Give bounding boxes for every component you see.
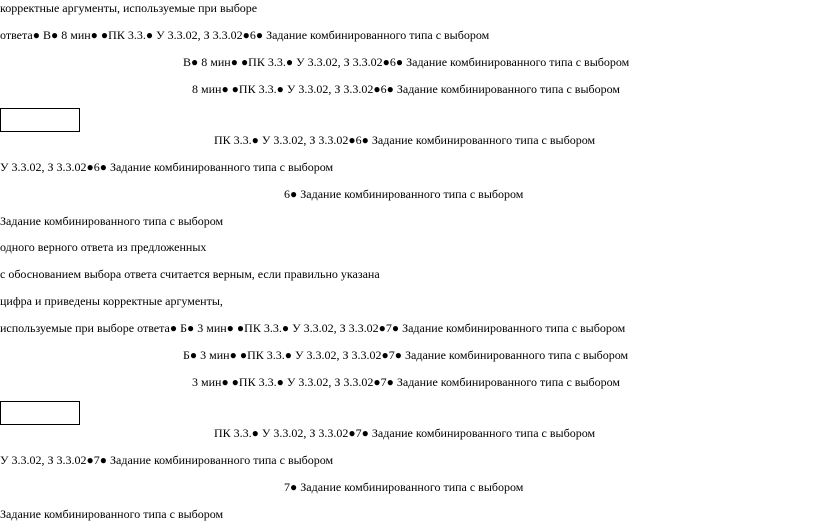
text-line-8: Задание комбинированного типа с выбором <box>0 214 224 228</box>
text-line-5: ПК 3.3.● У 3.3.02, З 3.3.02●6● Задание комбинированного типа с выбором <box>214 133 596 147</box>
text-line-2: ответа● В● 8 мин● ●ПК 3.3.● У 3.3.02, З 3.3.02●6● Задание комбинированного типа с выбором <box>0 28 490 42</box>
answer-input-box-2[interactable] <box>0 401 80 425</box>
text-line-9: одного верного ответа из предложенных <box>0 240 207 254</box>
text-line-7: 6● Задание комбинированного типа с выбором <box>284 187 524 201</box>
text-line-14: 3 мин● ●ПК 3.3.● У 3.3.02, З 3.3.02●7● Задание комбинированного типа с выбором <box>192 375 620 389</box>
text-line-18: Задание комбинированного типа с выбором <box>0 507 224 521</box>
text-line-15: ПК 3.3.● У 3.3.02, З 3.3.02●7● Задание комбинированного типа с выбором <box>214 426 596 440</box>
text-line-10: с обоснованием выбора ответа считается верным, если правильно указана <box>0 267 380 281</box>
text-line-11: цифра и приведены корректные аргументы, <box>0 294 223 308</box>
text-line-16: У 3.3.02, З 3.3.02●7● Задание комбинированного типа с выбором <box>0 453 334 467</box>
text-line-12: используемые при выборе ответа● Б● 3 мин● ●ПК 3.3.● У 3.3.02, З 3.3.02●7● Задание комбинированного типа с выбором <box>0 321 626 335</box>
text-line-4: 8 мин● ●ПК 3.3.● У 3.3.02, З 3.3.02●6● Задание комбинированного типа с выбором <box>192 82 620 96</box>
text-line-3: В● 8 мин● ●ПК 3.3.● У 3.3.02, З 3.3.02●6● Задание комбинированного типа с выбором <box>183 55 630 69</box>
answer-input-box-1[interactable] <box>0 108 80 132</box>
text-line-6: У 3.3.02, З 3.3.02●6● Задание комбинированного типа с выбором <box>0 160 334 174</box>
text-line-13: Б● 3 мин● ●ПК 3.3.● У 3.3.02, З 3.3.02●7● Задание комбинированного типа с выбором <box>183 348 629 362</box>
text-line-17: 7● Задание комбинированного типа с выбором <box>284 480 524 494</box>
text-line-1: корректные аргументы, используемые при выборе <box>0 1 258 15</box>
